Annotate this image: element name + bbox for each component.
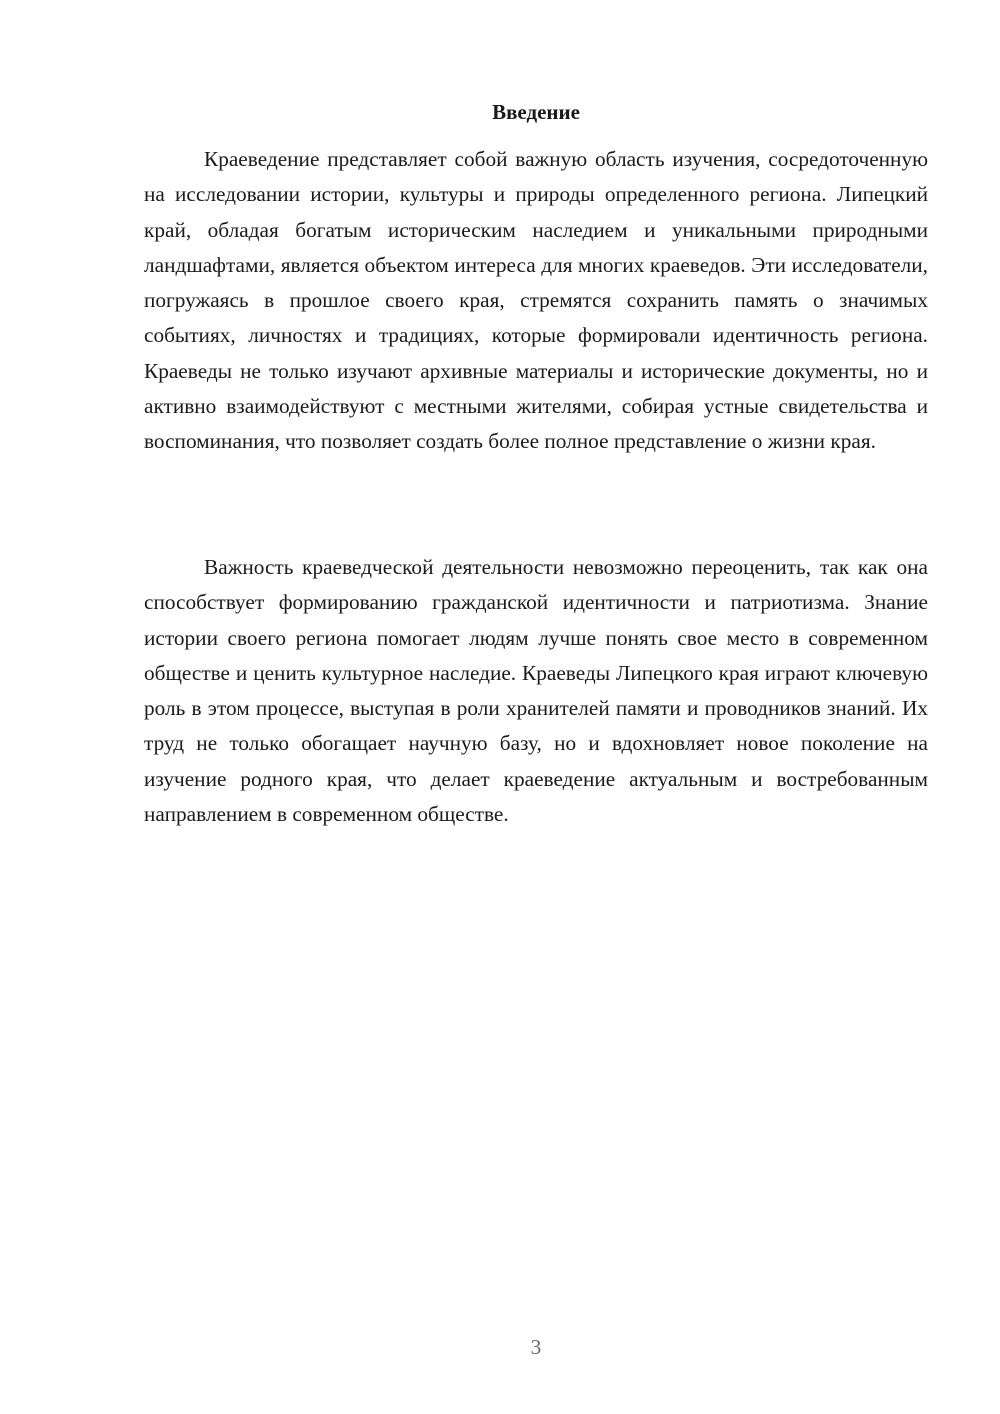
page-number: 3	[530, 1335, 542, 1359]
page-title: Введение	[492, 100, 580, 124]
paragraph-2: Важность краеведческой деятельности невозможно переоценить, так как она способствует формированию гражданской идентичности и патриотизма. Знание истории своего региона помогает людям лучше понять свое место в современном обществе и ценить культурное наследие. Краеведы Липецкого края играют ключевую роль в этом процессе, выступая в роли хранителей памяти и проводников знаний. Их труд не только обогащает научную базу, но и вдохновляет новое поколение на изучение родного края, что делает краеведение актуальным и востребованным направлением в современном обществе.	[144, 555, 928, 827]
paragraph-1: Краеведение представляет собой важную область изучения, сосредоточенную на исследовании истории, культуры и природы определенного региона. Липецкий край, обладая богатым историческим наследием и уникальными природными ландшафтами, является объектом интереса для многих краеведов. Эти исследователи, погружаясь в прошлое своего края, стремятся сохранить память о значимых событиях, личностях и традициях, которые формировали идентичность региона. Краеведы не только изучают архивные материалы и исторические документы, но и активно взаимодействуют с местными жителями, собирая устные свидетельства и воспоминания, что позволяет создать более полное представление о жизни края.	[144, 147, 928, 454]
